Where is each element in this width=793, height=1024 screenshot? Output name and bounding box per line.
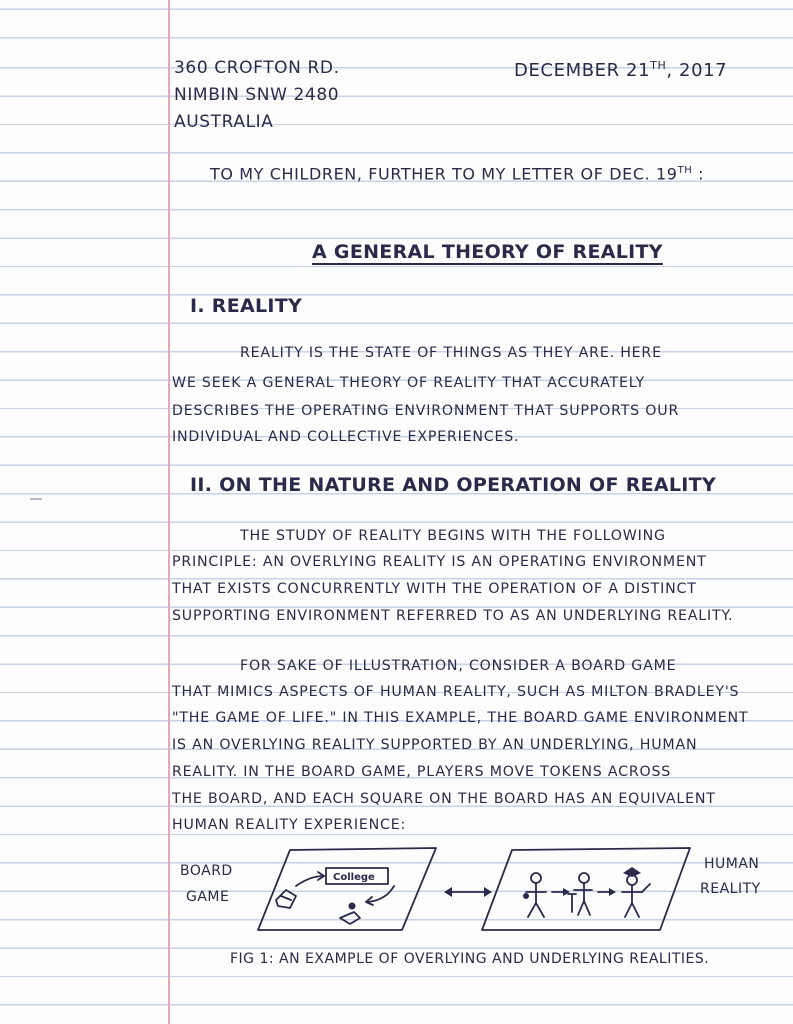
board-label-line-1: BOARD (180, 863, 233, 879)
date-day: DECEMBER 21 (514, 60, 651, 81)
token-detail (281, 896, 291, 900)
graduation-cap-icon (623, 867, 641, 877)
board-arrow-curve-2 (368, 886, 394, 902)
stick-figure-1-icon (526, 883, 546, 917)
board-arrow-curve (296, 876, 324, 886)
section-2-para2-line: THAT MIMICS ASPECTS OF HUMAN REALITY, SUCH AS MILTON BRADLEY'S (172, 684, 740, 700)
double-arrow-left-head-icon (444, 887, 452, 897)
stick-figure-1-head (531, 873, 541, 883)
ball-icon (523, 893, 529, 899)
section-1-heading: I. REALITY (190, 295, 303, 317)
section-1-line: DESCRIBES THE OPERATING ENVIRONMENT THAT SUPPORTS OUR (172, 403, 680, 419)
human-reality-parallelogram (482, 848, 690, 930)
page-title: A GENERAL THEORY OF REALITY (312, 241, 663, 263)
greeting-line (210, 166, 704, 182)
section-2-para2-line: REALITY. IN THE BOARD GAME, PLAYERS MOVE TOKENS ACROSS (172, 764, 672, 780)
human-label-line-1: HUMAN (704, 856, 760, 872)
greeting-text: TO MY CHILDREN, FURTHER TO MY LETTER OF DEC. 19 (210, 164, 678, 184)
stray-mark (30, 498, 42, 500)
token-2-head (349, 903, 356, 910)
greeting-end: : (698, 164, 705, 184)
college-label: College (333, 872, 375, 883)
section-2-para2-line: "THE GAME OF LIFE." IN THIS EXAMPLE, THE BOARD GAME ENVIRONMENT (172, 710, 749, 726)
section-1-line: REALITY IS THE STATE OF THINGS AS THEY ARE. HERE (240, 345, 662, 361)
section-2-para1-line: SUPPORTING ENVIRONMENT REFERRED TO AS AN UNDERLYING REALITY. (172, 608, 734, 624)
token-2-icon (340, 912, 360, 924)
token-icon (276, 890, 296, 908)
section-2-para1-line: THAT EXISTS CONCURRENTLY WITH THE OPERATION OF A DISTINCT (172, 581, 697, 597)
section-2-heading: II. ON THE NATURE AND OPERATION OF REALITY (190, 474, 716, 496)
section-2-para2-line: THE BOARD, AND EACH SQUARE ON THE BOARD HAS AN EQUIVALENT (172, 791, 716, 807)
date-year: , 2017 (666, 60, 728, 81)
letter-date (514, 60, 727, 80)
greeting-suffix: TH (677, 165, 693, 176)
double-arrow-right-head-icon (484, 887, 492, 897)
section-2-para1-line: PRINCIPLE: AN OVERLYING REALITY IS AN OPERATING ENVIRONMENT (172, 554, 707, 570)
diploma-icon (642, 884, 650, 892)
date-suffix: TH (650, 59, 667, 72)
section-1-line: INDIVIDUAL AND COLLECTIVE EXPERIENCES. (172, 429, 520, 445)
human-label-line-2: REALITY (700, 881, 761, 897)
section-1-line: WE SEEK A GENERAL THEORY OF REALITY THAT ACCURATELY (172, 375, 646, 391)
address-line-3: AUSTRALIA (174, 112, 274, 132)
section-2-para2-line: FOR SAKE OF ILLUSTRATION, CONSIDER A BOARD GAME (240, 658, 677, 674)
address-line-1: 360 CROFTON RD. (174, 58, 340, 78)
figure-diagram (0, 830, 793, 960)
section-2-para2-line: IS AN OVERLYING REALITY SUPPORTED BY AN UNDERLYING, HUMAN (172, 737, 698, 753)
stick-figure-2-head (579, 873, 589, 883)
board-label-line-2: GAME (186, 889, 230, 905)
section-2-para2-line: HUMAN REALITY EXPERIENCE: (172, 817, 407, 833)
human-arrow-2-head-icon (609, 888, 616, 896)
section-2-para1-line: THE STUDY OF REALITY BEGINS WITH THE FOLLOWING (240, 528, 666, 544)
stick-figure-2-icon (574, 883, 592, 915)
figure-caption: FIG 1: AN EXAMPLE OF OVERLYING AND UNDERLYING REALITIES. (230, 951, 710, 967)
book-stand-icon (568, 894, 576, 912)
stick-figure-3-icon (622, 885, 642, 917)
address-line-2: NIMBIN SNW 2480 (174, 85, 340, 105)
board-game-parallelogram (258, 848, 436, 930)
